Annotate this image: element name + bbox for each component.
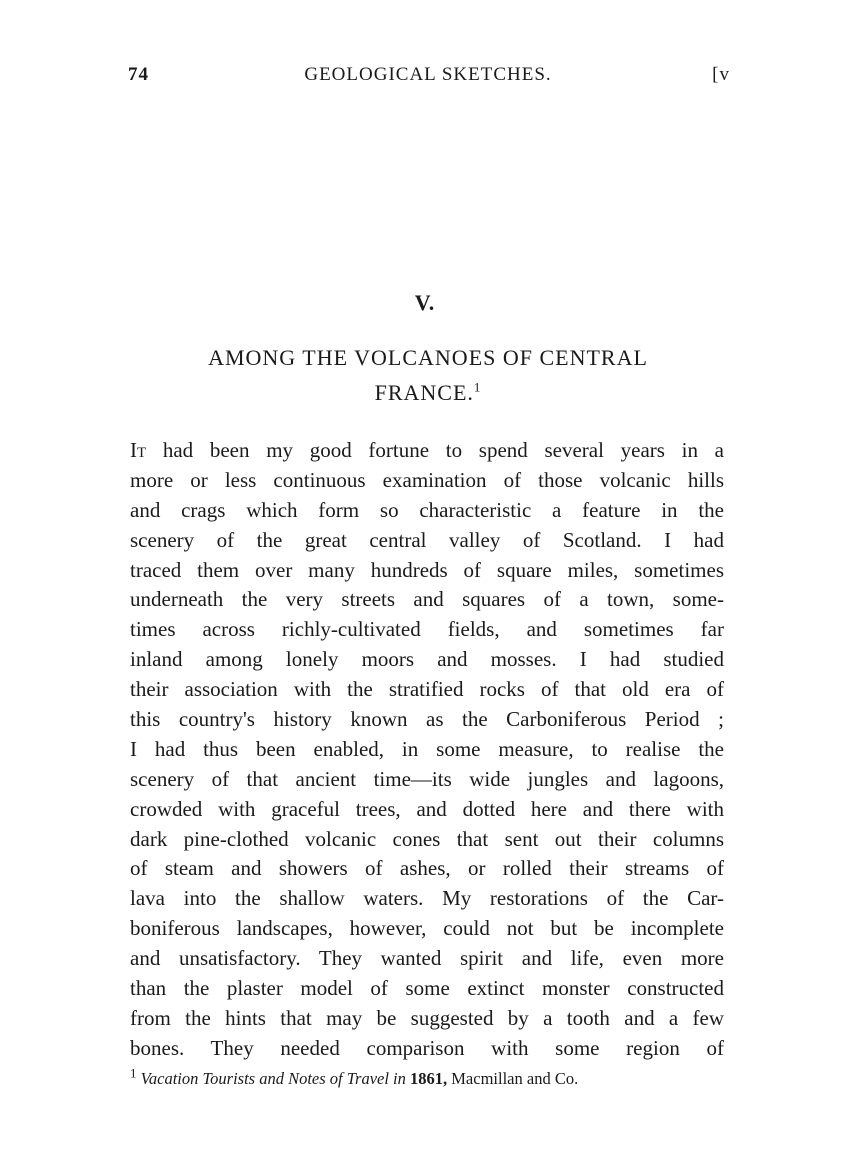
footnote-title: Vacation Tourists and Notes of Travel in <box>140 1069 406 1088</box>
page-number: 74 <box>128 64 149 85</box>
text-line: from the hints that may be suggested by a tooth and a few <box>130 1005 724 1030</box>
text-line: and unsatisfactory. They wanted spirit and life, even more <box>130 946 724 971</box>
text-line: this country's history known as the Carboniferous Period ; <box>130 707 724 732</box>
footnote <box>130 1067 724 1091</box>
text-line: scenery of the great central valley of Scotland. I had <box>130 527 724 552</box>
text-line: scenery of that ancient time—its wide jungles and lagoons, <box>130 766 724 791</box>
text-line: of steam and showers of ashes, or rolled their streams of <box>130 856 724 881</box>
chapter-title-text: FRANCE. <box>374 380 474 405</box>
text-line: boniferous landscapes, however, could not but be incomplete <box>130 916 724 941</box>
text-line: bones. They needed comparison with some region of <box>130 1035 724 1060</box>
text-line: crowded with graceful trees, and dotted here and there with <box>130 796 724 821</box>
text-line: times across richly-cultivated fields, and sometimes far <box>130 617 724 642</box>
text-line: inland among lonely moors and mosses. I had studied <box>130 647 724 672</box>
footnote-publisher: Macmillan and Co. <box>451 1069 579 1088</box>
running-title: GEOLOGICAL SKETCHES. <box>304 64 552 85</box>
running-head <box>128 64 728 92</box>
chapter-title-line <box>130 375 726 410</box>
chapter-title-line: AMONG THE VOLCANOES OF CENTRAL <box>208 345 648 370</box>
chapter-number: V. <box>414 290 436 315</box>
drop-word: It <box>130 438 147 462</box>
text-line: lava into the shallow waters. My restorations of the Car- <box>130 886 724 911</box>
footnote-year: 1861, <box>410 1069 448 1088</box>
text-line: underneath the very streets and squares of a town, some- <box>130 587 724 612</box>
body-paragraph <box>130 436 724 1064</box>
footnote-marker: 1 <box>130 1065 137 1081</box>
text-line: more or less continuous examination of those volcanic hills <box>130 467 724 492</box>
text-line: I had thus been enabled, in some measure, to realise the <box>130 736 724 761</box>
footnote-reference: 1 <box>473 379 482 395</box>
text-line: and crags which form so characteristic a feature in the <box>130 497 724 522</box>
text-line <box>130 436 724 466</box>
text-line: dark pine-clothed volcanic cones that sent out their columns <box>130 826 724 851</box>
text-line: traced them over many hundreds of square miles, sometimes <box>130 557 724 582</box>
chapter-title <box>130 340 726 410</box>
chapter-mark: [v <box>712 64 730 85</box>
text-line: than the plaster model of some extinct monster constructed <box>130 976 724 1001</box>
text-line-content: had been my good fortune to spend several years in a <box>146 438 724 462</box>
text-line: their association with the stratified rocks of that old era of <box>130 677 724 702</box>
